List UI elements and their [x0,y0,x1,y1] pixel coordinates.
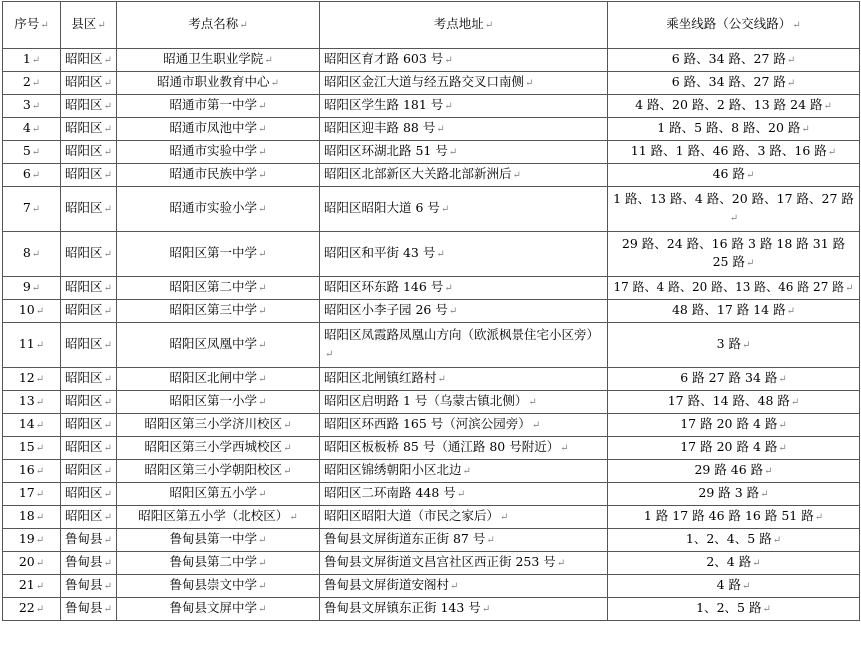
cell-county: 鲁甸县 ↵ [61,575,117,598]
table-row [3,118,860,141]
cell-bus-route: 17 路、14 路、48 路 ↵ [608,391,860,414]
cell-address: 昭阳区板板桥 85 号（通江路 80 号附近） ↵ [320,437,608,460]
cell-address: 昭阳区和平街 43 号 ↵ [320,232,608,277]
cell-address: 昭阳区环湖北路 51 号 ↵ [320,141,608,164]
cell-site-name: 昭通卫生职业学院 ↵ [117,49,320,72]
cell-bus-route: 1、2、4、5 路 ↵ [608,529,860,552]
table-row [3,391,860,414]
table-row [3,460,860,483]
cell-no: 11 ↵ [3,323,61,368]
cell-no: 21 ↵ [3,575,61,598]
cell-county: 昭阳区 ↵ [61,506,117,529]
cell-no: 5 ↵ [3,141,61,164]
cell-county: 鲁甸县 ↵ [61,529,117,552]
cell-site-name: 昭阳区第五小学 ↵ [117,483,320,506]
exam-site-table [2,1,860,621]
cell-no: 7 ↵ [3,187,61,232]
cell-site-name: 昭通市第一中学 ↵ [117,95,320,118]
cell-county: 鲁甸县 ↵ [61,598,117,621]
cell-county: 昭阳区 ↵ [61,187,117,232]
table-row [3,506,860,529]
cell-no: 13 ↵ [3,391,61,414]
table-row [3,414,860,437]
cell-bus-route: 4 路 ↵ [608,575,860,598]
cell-site-name: 昭通市实验小学 ↵ [117,187,320,232]
cell-bus-route: 17 路 20 路 4 路 ↵ [608,414,860,437]
cell-site-name: 昭通市凤池中学 ↵ [117,118,320,141]
table-row [3,72,860,95]
cell-no: 1 ↵ [3,49,61,72]
cell-address: 昭阳区北部新区大关路北部新洲后 ↵ [320,164,608,187]
cell-county: 昭阳区 ↵ [61,323,117,368]
cell-no: 18 ↵ [3,506,61,529]
cell-address: 鲁甸县文屏街道文昌宫社区西正街 253 号 ↵ [320,552,608,575]
cell-site-name: 昭通市民族中学 ↵ [117,164,320,187]
cell-site-name: 昭阳区第三小学朝阳校区 ↵ [117,460,320,483]
table-row [3,95,860,118]
cell-address: 昭阳区迎丰路 88 号 ↵ [320,118,608,141]
cell-county: 昭阳区 ↵ [61,277,117,300]
cell-bus-route: 17 路、4 路、20 路、13 路、46 路 27 路 ↵ [608,277,860,300]
cell-bus-route: 17 路 20 路 4 路 ↵ [608,437,860,460]
header-address: 考点地址 ↵ [320,2,608,49]
cell-county: 昭阳区 ↵ [61,391,117,414]
cell-site-name: 昭通市职业教育中心 ↵ [117,72,320,95]
cell-no: 16 ↵ [3,460,61,483]
cell-county: 昭阳区 ↵ [61,141,117,164]
table-row [3,529,860,552]
cell-no: 14 ↵ [3,414,61,437]
cell-site-name: 鲁甸县崇文中学 ↵ [117,575,320,598]
cell-no: 17 ↵ [3,483,61,506]
cell-bus-route: 29 路 3 路 ↵ [608,483,860,506]
cell-no: 6 ↵ [3,164,61,187]
cell-county: 昭阳区 ↵ [61,118,117,141]
cell-county: 昭阳区 ↵ [61,300,117,323]
table-row [3,49,860,72]
cell-bus-route: 29 路、24 路、16 路 3 路 18 路 31 路 25 路 ↵ [608,232,860,277]
cell-county: 昭阳区 ↵ [61,460,117,483]
cell-site-name: 昭阳区第三中学 ↵ [117,300,320,323]
cell-address: 昭阳区环西路 165 号（河滨公园旁） ↵ [320,414,608,437]
cell-bus-route: 1 路、13 路、4 路、20 路、17 路、27 路 ↵ [608,187,860,232]
cell-bus-route: 6 路、34 路、27 路 ↵ [608,72,860,95]
cell-no: 9 ↵ [3,277,61,300]
cell-bus-route: 6 路 27 路 34 路 ↵ [608,368,860,391]
header-no: 序号 ↵ [3,2,61,49]
cell-bus-route: 1 路 17 路 46 路 16 路 51 路 ↵ [608,506,860,529]
cell-site-name: 昭阳区第一中学 ↵ [117,232,320,277]
cell-bus-route: 3 路 ↵ [608,323,860,368]
cell-no: 2 ↵ [3,72,61,95]
cell-bus-route: 4 路、20 路、2 路、13 路 24 路 ↵ [608,95,860,118]
cell-no: 4 ↵ [3,118,61,141]
cell-no: 15 ↵ [3,437,61,460]
cell-site-name: 昭阳区第五小学（北校区） ↵ [117,506,320,529]
cell-county: 昭阳区 ↵ [61,483,117,506]
cell-no: 12 ↵ [3,368,61,391]
table-row [3,232,860,277]
cell-address: 昭阳区育才路 603 号 ↵ [320,49,608,72]
cell-address: 鲁甸县文屏街道东正街 87 号 ↵ [320,529,608,552]
cell-site-name: 昭阳区凤凰中学 ↵ [117,323,320,368]
table-row [3,323,860,368]
cell-county: 昭阳区 ↵ [61,72,117,95]
cell-county: 昭阳区 ↵ [61,232,117,277]
cell-bus-route: 46 路 ↵ [608,164,860,187]
cell-address: 昭阳区昭阳大道（市民之家后） ↵ [320,506,608,529]
cell-county: 昭阳区 ↵ [61,437,117,460]
cell-site-name: 昭阳区第三小学济川校区 ↵ [117,414,320,437]
cell-county: 鲁甸县 ↵ [61,552,117,575]
cell-site-name: 昭阳区北闸中学 ↵ [117,368,320,391]
table-row [3,277,860,300]
table-row [3,552,860,575]
cell-no: 19 ↵ [3,529,61,552]
cell-address: 鲁甸县文屏镇东正街 143 号 ↵ [320,598,608,621]
cell-address: 昭阳区二环南路 448 号 ↵ [320,483,608,506]
cell-bus-route: 48 路、17 路 14 路 ↵ [608,300,860,323]
cell-no: 3 ↵ [3,95,61,118]
cell-site-name: 鲁甸县第一中学 ↵ [117,529,320,552]
cell-county: 昭阳区 ↵ [61,95,117,118]
cell-county: 昭阳区 ↵ [61,164,117,187]
table-row [3,368,860,391]
cell-address: 昭阳区学生路 181 号 ↵ [320,95,608,118]
table-row [3,598,860,621]
cell-no: 8 ↵ [3,232,61,277]
cell-address: 昭阳区昭阳大道 6 号 ↵ [320,187,608,232]
cell-address: 昭阳区金江大道与经五路交叉口南侧 ↵ [320,72,608,95]
table-row [3,141,860,164]
cell-bus-route: 11 路、1 路、46 路、3 路、16 路 ↵ [608,141,860,164]
cell-site-name: 昭阳区第二中学 ↵ [117,277,320,300]
cell-bus-route: 1 路、5 路、8 路、20 路 ↵ [608,118,860,141]
table-row [3,300,860,323]
table-row [3,437,860,460]
table-row [3,575,860,598]
cell-address: 鲁甸县文屏街道安阁村 ↵ [320,575,608,598]
cell-no: 10 ↵ [3,300,61,323]
cell-site-name: 昭阳区第一小学 ↵ [117,391,320,414]
cell-address: 昭阳区小李子园 26 号 ↵ [320,300,608,323]
cell-site-name: 昭通市实验中学 ↵ [117,141,320,164]
table-row [3,483,860,506]
cell-site-name: 鲁甸县文屏中学 ↵ [117,598,320,621]
cell-no: 22 ↵ [3,598,61,621]
cell-address: 昭阳区启明路 1 号（乌蒙古镇北侧） ↵ [320,391,608,414]
cell-address: 昭阳区凤霞路凤凰山方向（欧派枫景住宅小区旁） ↵ [320,323,608,368]
cell-address: 昭阳区环东路 146 号 ↵ [320,277,608,300]
table-row [3,187,860,232]
cell-site-name: 昭阳区第三小学西城校区 ↵ [117,437,320,460]
cell-no: 20 ↵ [3,552,61,575]
cell-county: 昭阳区 ↵ [61,49,117,72]
cell-county: 昭阳区 ↵ [61,414,117,437]
header-county: 县区 ↵ [61,2,117,49]
cell-bus-route: 29 路 46 路 ↵ [608,460,860,483]
table-row [3,164,860,187]
cell-bus-route: 1、2、5 路 ↵ [608,598,860,621]
cell-bus-route: 2、4 路 ↵ [608,552,860,575]
header-row [3,2,860,49]
header-site-name: 考点名称 ↵ [117,2,320,49]
header-bus-route: 乘坐线路（公交线路） ↵ [608,2,860,49]
cell-county: 昭阳区 ↵ [61,368,117,391]
cell-address: 昭阳区锦绣朝阳小区北边 ↵ [320,460,608,483]
cell-address: 昭阳区北闸镇红路村 ↵ [320,368,608,391]
cell-bus-route: 6 路、34 路、27 路 ↵ [608,49,860,72]
cell-site-name: 鲁甸县第二中学 ↵ [117,552,320,575]
